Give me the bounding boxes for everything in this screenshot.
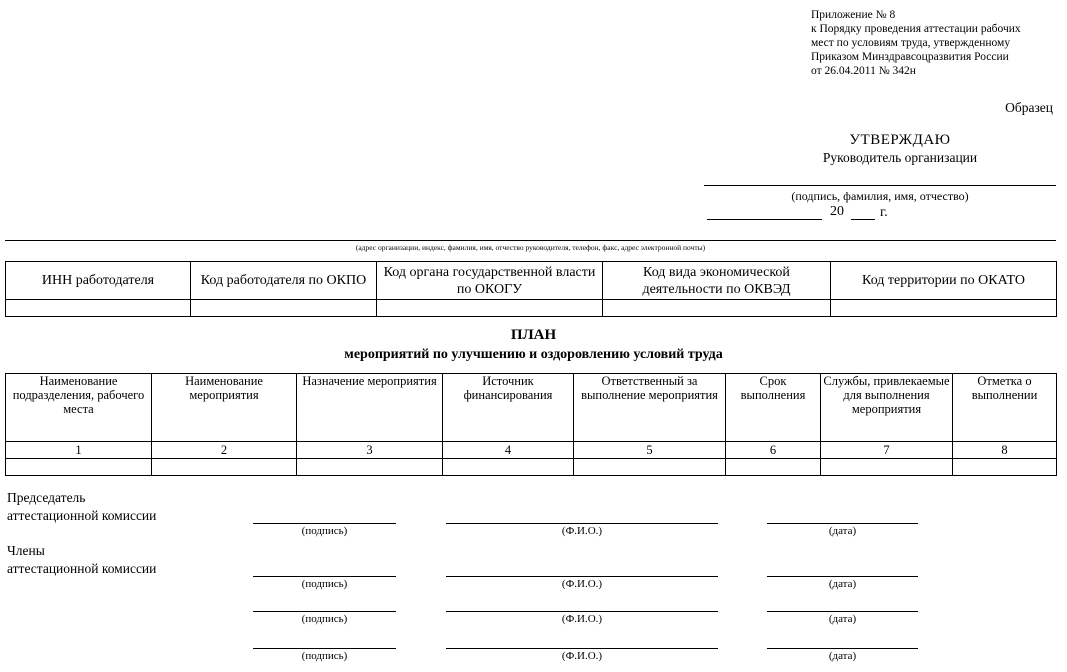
chairman-label-line1: Председатель (7, 490, 86, 505)
appendix-note (811, 8, 1021, 78)
date-line[interactable] (767, 576, 918, 577)
signature-line[interactable] (253, 611, 396, 612)
plan-header-cell: Источник финансирования (443, 374, 574, 442)
approval-date-line (707, 219, 822, 220)
plan-number-row (6, 442, 1057, 459)
name-caption: (Ф.И.О.) (561, 650, 603, 662)
plan-empty-cell[interactable] (821, 459, 953, 476)
codes-value-cell[interactable] (377, 300, 603, 317)
approval-signature-line (704, 185, 1056, 186)
plan-empty-row (6, 459, 1057, 476)
codes-value-cell[interactable] (191, 300, 377, 317)
signature-caption: (подпись) (301, 650, 348, 662)
plan-header-cell: Назначение мероприятия (297, 374, 443, 442)
plan-number-cell: 1 (6, 442, 152, 459)
plan-empty-cell[interactable] (443, 459, 574, 476)
signature-line[interactable] (253, 576, 396, 577)
codes-table (5, 261, 1057, 317)
plan-header-row (6, 374, 1057, 442)
plan-number-cell: 2 (152, 442, 297, 459)
plan-number-cell: 7 (821, 442, 953, 459)
codes-value-cell[interactable] (603, 300, 831, 317)
plan-number-cell: 8 (953, 442, 1057, 459)
plan-number-cell: 3 (297, 442, 443, 459)
plan-header-cell: Срок выполнения (726, 374, 821, 442)
members-label-line2: аттестационной комиссии (7, 561, 157, 576)
date-caption: (дата) (828, 613, 857, 625)
codes-value-row (6, 300, 1057, 317)
approval-date-year: 20 (830, 204, 844, 219)
plan-empty-cell[interactable] (297, 459, 443, 476)
approval-subtitle: Руководитель организации (822, 150, 978, 165)
signature-line[interactable] (253, 523, 396, 524)
plan-empty-cell[interactable] (574, 459, 726, 476)
signature-caption: (подпись) (301, 525, 348, 537)
plan-empty-cell[interactable] (6, 459, 152, 476)
appendix-line: Приложение № 8 (811, 9, 896, 21)
codes-header-row (6, 262, 1057, 300)
chairman-label-line2: аттестационной комиссии (7, 508, 157, 523)
approval-date-year-line (851, 219, 875, 220)
date-caption: (дата) (828, 525, 857, 537)
name-line[interactable] (446, 576, 718, 577)
address-caption: (адрес организации, индекс, фамилия, имя, отчество руководителя, телефон, факс, адрес электронной почты) (355, 243, 706, 252)
plan-empty-cell[interactable] (726, 459, 821, 476)
signature-line[interactable] (253, 648, 396, 649)
codes-value-cell[interactable] (831, 300, 1057, 317)
plan-header-cell: Наименование подразделения, рабочего места (6, 374, 152, 442)
plan-title: ПЛАН (510, 327, 557, 343)
appendix-line: от 26.04.2011 № 342н (811, 65, 916, 77)
name-caption: (Ф.И.О.) (561, 613, 603, 625)
date-line[interactable] (767, 523, 918, 524)
sample-label: Образец (1005, 100, 1053, 115)
codes-header-cell: Код вида экономической деятельности по ОКВЭД (603, 262, 831, 300)
signature-caption: (подпись) (301, 613, 348, 625)
approval-signature-caption: (подпись, фамилия, имя, отчество) (791, 189, 969, 203)
plan-number-cell: 4 (443, 442, 574, 459)
name-line[interactable] (446, 523, 718, 524)
codes-header-cell: Код территории по ОКАТО (831, 262, 1057, 300)
appendix-line: Приказом Минздравсоцразвития России (811, 51, 1009, 63)
name-caption: (Ф.И.О.) (561, 525, 603, 537)
approval-date-suffix: г. (880, 205, 888, 220)
signature-caption: (подпись) (301, 578, 348, 590)
plan-header-cell: Ответственный за выполнение мероприятия (574, 374, 726, 442)
name-line[interactable] (446, 648, 718, 649)
appendix-line: мест по условиям труда, утвержденному (811, 37, 1011, 49)
codes-header-cell: Код органа государственной власти по ОКОГУ (377, 262, 603, 300)
codes-header-cell: ИНН работодателя (6, 262, 191, 300)
plan-subtitle: мероприятий по улучшению и оздоровлению условий труда (344, 347, 723, 362)
approval-title: УТВЕРЖДАЮ (849, 132, 951, 148)
plan-empty-cell[interactable] (152, 459, 297, 476)
plan-table (5, 373, 1057, 476)
codes-value-cell[interactable] (6, 300, 191, 317)
plan-header-cell: Службы, привлекаемые для выполнения мероприятия (821, 374, 953, 442)
plan-empty-cell[interactable] (953, 459, 1057, 476)
date-caption: (дата) (828, 578, 857, 590)
date-line[interactable] (767, 611, 918, 612)
plan-header-cell: Наименование мероприятия (152, 374, 297, 442)
name-line[interactable] (446, 611, 718, 612)
appendix-line: к Порядку проведения аттестации рабочих (811, 23, 1021, 35)
date-line[interactable] (767, 648, 918, 649)
date-caption: (дата) (828, 650, 857, 662)
plan-header-cell: Отметка о выполнении (953, 374, 1057, 442)
name-caption: (Ф.И.О.) (561, 578, 603, 590)
members-label-line1: Члены (7, 543, 45, 558)
codes-header-cell: Код работодателя по ОКПО (191, 262, 377, 300)
approval-block (760, 131, 1040, 167)
address-line (5, 240, 1056, 241)
plan-number-cell: 5 (574, 442, 726, 459)
plan-number-cell: 6 (726, 442, 821, 459)
